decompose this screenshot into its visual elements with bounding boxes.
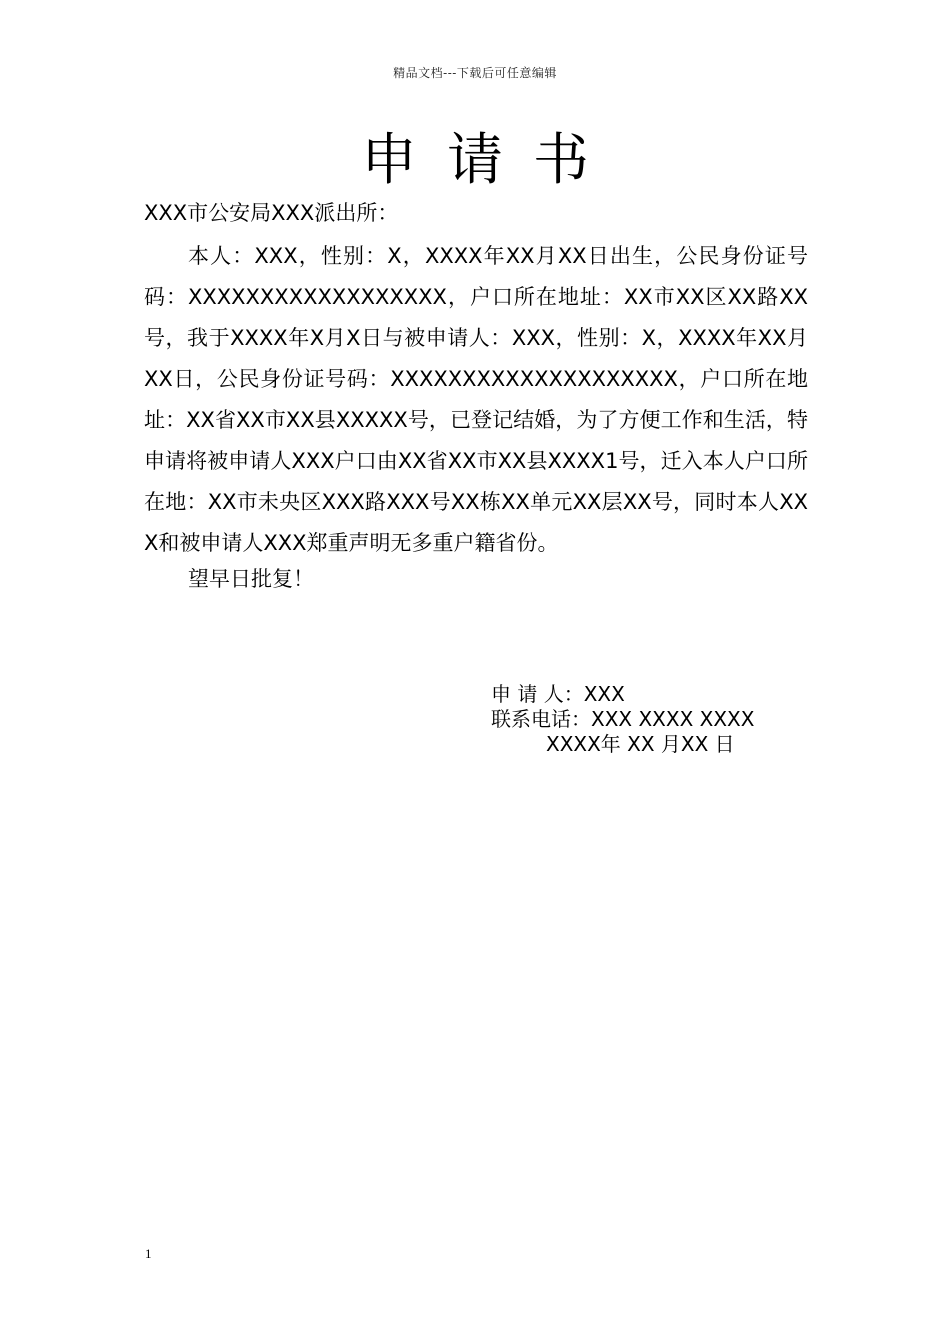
body-paragraph: 本人：XXX，性别：X，XXXX年XX月XX日出生，公民身份证号码：XXXXXXXXXXXXXXXXXX，户口所在地址：XX市XX区XX路XX号，我于XXXX年X月X日与被申请人：XXX，性别：X，XXXX年XX月XX日，公民身份证号码：XXXXXXXXXXXXXXXXXXXX，户口所在地址：XX省XX市XX县XXXXX号，已登记结婚，为了方便工作和生活，特申请将被申请人XXX户口由XX省XX市XX县XXXX1号，迁入本人户口所在地：XX市未央区XXX路XXX号XX栋XX单元XX层XX号，同时本人XXX和被申请人XXX郑重声明无多重户籍省份。 xyxy=(144,244,808,555)
page-number: 1 xyxy=(145,1246,152,1261)
document-title: 申请书 xyxy=(361,128,619,193)
signature-applicant: 申 请 人：XXX xyxy=(491,682,625,706)
closing-line: 望早日批复！ xyxy=(188,567,314,591)
signature-date: XXXX年 XX 月XX 日 xyxy=(546,732,735,756)
addressee-line: XXX市公安局XXX派出所： xyxy=(144,201,399,225)
signature-phone: 联系电话：XXX XXXX XXXX xyxy=(491,707,755,731)
page-header: 精品文档---下载后可任意编辑 xyxy=(393,66,557,80)
